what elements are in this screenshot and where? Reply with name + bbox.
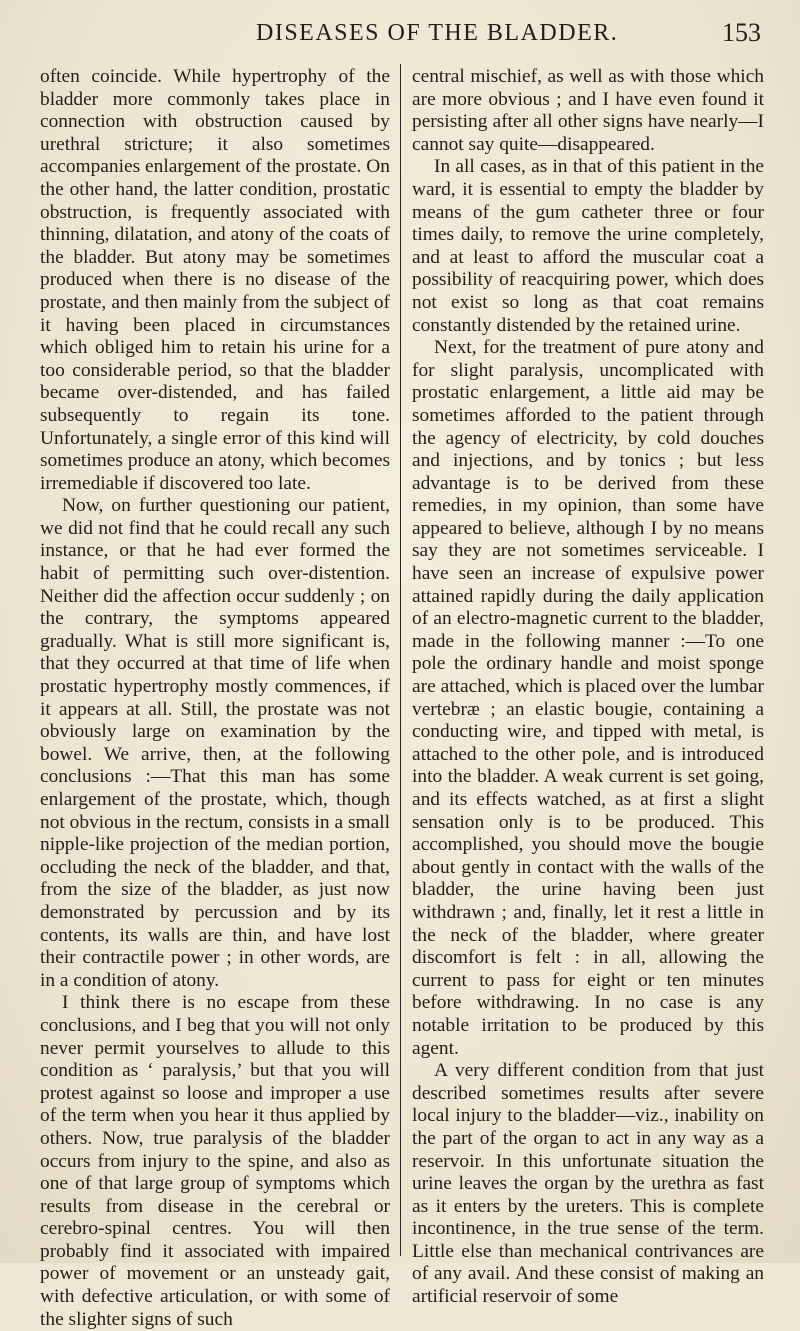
running-head: DISEASES OF THE BLADDER. <box>256 20 619 46</box>
paragraph: central mischief, as well as with those which are more obvious ; and I have even found it persisting after all other signs have nearly—I cannot say quite—disappeared. <box>412 66 764 155</box>
page-header <box>0 18 800 58</box>
paragraph: Now, on further questioning our patient, we did not find that he could recall any such instance, or that he had ever formed the habit of permitting such over-distention. Neither did the affection occur suddenly ; on the contrary, the symptoms appeared gradually. What is still more significant is, that they occurred at that time of life when prostatic hypertrophy mostly commences, if it appears at all. Still, the prostate was not obviously large on examination by the bowel. We arrive, then, at the following conclusions :—That this man has some enlargement of the prostate, which, though not obvious in the rectum, consists in a small nipple-like projection of the median portion, occluding the neck of the bladder, and that, from the size of the bladder, as just now demonstrated by percussion and by its contents, its walls are thin, and have lost their contractile power ; in other words, are in a condition of atony. <box>40 495 390 991</box>
paragraph: Next, for the treatment of pure atony and for slight paralysis, uncomplicated with prostatic enlargement, a little aid may be sometimes afforded to the patient through the agency of electricity, by cold douches and injections, and by tonics ; but less advantage is to be derived from these remedies, in my opinion, than some have appeared to believe, although I by no means say they are not sometimes serviceable. I have seen an increase of expulsive power attained rapidly during the daily application of an electro-magnetic current to the bladder, made in the following manner :—To one pole the ordinary handle and moist sponge are attached, which is placed over the lumbar vertebræ ; an elastic bougie, containing a conducting wire, and tipped with metal, is attached to the other pole, and is introduced into the bladder. A weak current is set going, and its effects watched, as at first a slight sensation only is to be produced. This accomplished, you should move the bougie about gently in contact with the walls of the bladder, the urine having been just withdrawn ; and, finally, let it rest a little in the neck of the bladder, where greater discomfort is felt : in all, allowing the current to pass for eight or ten minutes before withdrawing. In no case is any notable irritation to be produced by this agent. <box>412 337 764 1059</box>
left-column <box>40 66 390 1331</box>
paragraph: A very different condition from that just described sometimes results after severe local injury to the bladder—viz., inability on the part of the organ to act in any way as a reservoir. In this unfortunate situation the urine leaves the organ by the urethra as fast as it enters by the ureters. This is complete incontinence, in the true sense of the term. Little else than mechanical contrivances are of any avail. And these consist of making an artificial reservoir of some <box>412 1060 764 1308</box>
paragraph: often coincide. While hypertrophy of the bladder more commonly takes place in connection with obstruction caused by urethral stricture; it also sometimes accompanies enlargement of the prostate. On the other hand, the latter condition, prostatic obstruction, is frequently associated with thinning, dilatation, and atony of the coats of the bladder. But atony may be sometimes produced when there is no disease of the prostate, and then mainly from the subject of it having been placed in circumstances which obliged him to retain his urine for a too considerable period, so that the bladder became over-distended, and has failed subsequently to regain its tone. Unfortunately, a single error of this kind will sometimes produce an atony, which becomes irremediable if discovered too late. <box>40 66 390 494</box>
column-divider <box>400 64 401 1256</box>
paragraph: In all cases, as in that of this patient in the ward, it is essential to empty the bladder by means of the gum catheter three or four times daily, to remove the urine completely, and at least to afford the muscular coat a possibility of reacquiring power, which does not exist so long as that coat remains constantly distended by the retained urine. <box>412 156 764 336</box>
page-number: 153 <box>722 18 761 47</box>
right-column <box>412 66 764 1309</box>
paragraph: I think there is no escape from these conclusions, and I beg that you will not only never permit yourselves to allude to this condition as ‘ paralysis,’ but that you will protest against so loose and improper a use of the term when you hear it thus applied by others. Now, true paralysis of the bladder occurs from injury to the spine, and also as one of that large group of symptoms which results from disease in the cerebral or cerebro-spinal centres. You will then probably find it associated with impaired power of movement or an unsteady gait, with defective articulation, or with some of the slighter signs of such <box>40 992 390 1330</box>
